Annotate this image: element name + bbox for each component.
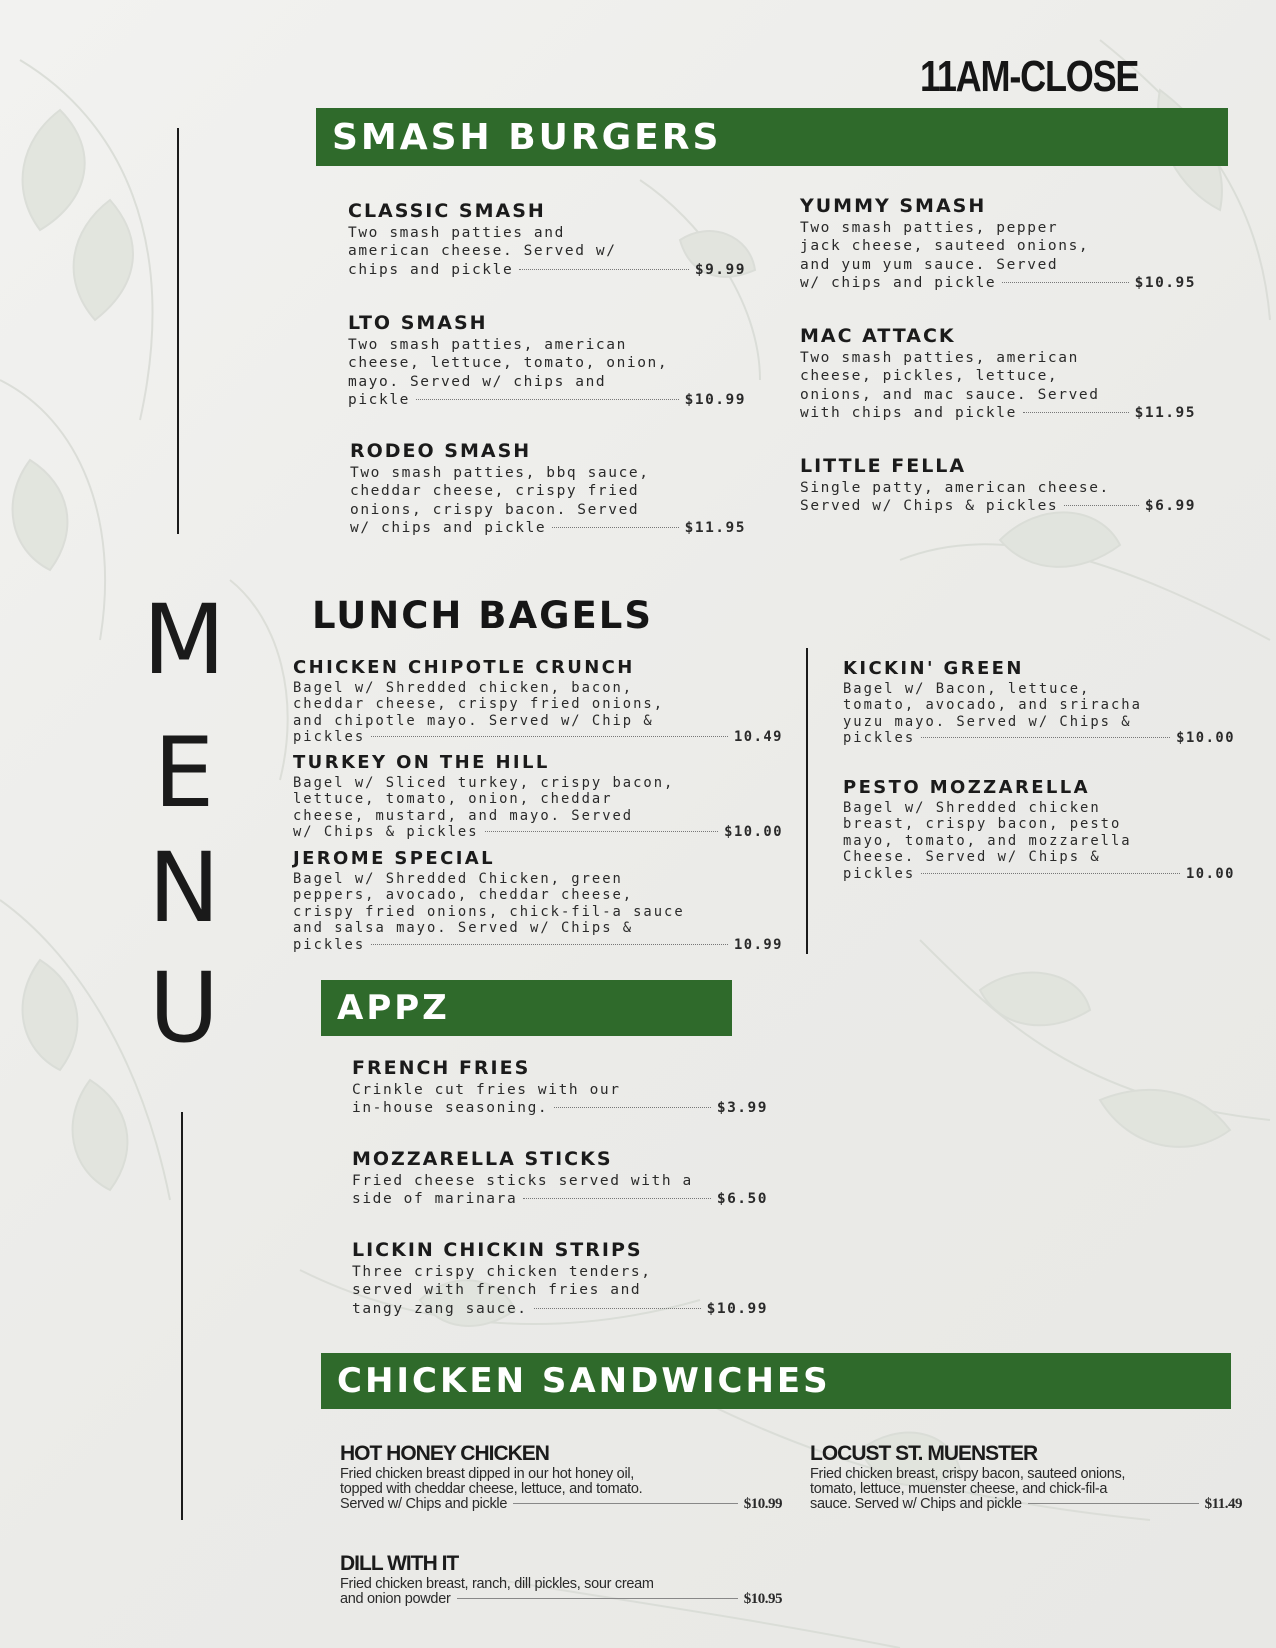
item-price-line xyxy=(348,261,746,280)
item-desc: Bagel w/ Shredded Chicken, green xyxy=(293,870,623,887)
item-price-line xyxy=(348,391,746,410)
dot-leader xyxy=(371,944,728,945)
hours-label: 11AM-CLOSE xyxy=(920,52,1139,101)
item-desc: yuzu mayo. Served w/ Chips & xyxy=(843,713,1132,730)
dot-leader xyxy=(523,1198,711,1199)
item-desc: and yum yum sauce. Served xyxy=(800,256,1059,273)
item-desc: Crinkle cut fries with our xyxy=(352,1081,621,1098)
item-price-line xyxy=(843,866,1235,883)
menu-vertical-rule-top xyxy=(177,128,179,534)
item-price: 10.99 xyxy=(733,936,783,953)
item-desc: american cheese. Served w/ xyxy=(348,243,617,260)
dot-leader xyxy=(1023,412,1129,413)
dot-leader xyxy=(552,527,678,528)
menu-item-hot-honey-chicken xyxy=(340,1441,782,1512)
item-desc: pickles xyxy=(293,729,366,745)
dot-leader xyxy=(371,736,728,737)
item-desc: Fried chicken breast, ranch, dill pickles, sour cream xyxy=(340,1576,654,1593)
item-name: LOCUST ST. MUENSTER xyxy=(810,1442,1038,1465)
item-desc: Bagel w/ Shredded chicken, bacon, xyxy=(293,679,634,696)
item-desc: and salsa mayo. Served w/ Chips & xyxy=(293,920,634,936)
item-name: DILL WITH IT xyxy=(340,1552,459,1575)
smash-burgers-title: SMASH BURGERS xyxy=(332,116,722,158)
item-desc: Two smash patties, american xyxy=(348,336,627,353)
item-price-line xyxy=(800,497,1196,516)
item-price: $3.99 xyxy=(716,1100,768,1117)
item-name: CHICKEN CHIPOTLE CRUNCH xyxy=(293,657,635,678)
item-price-line xyxy=(293,937,783,954)
item-price: $11.49 xyxy=(1204,1496,1242,1513)
item-name: HOT HONEY CHICKEN xyxy=(340,1442,549,1465)
item-price-line xyxy=(293,729,783,746)
item-desc: cheese, lettuce, tomato, onion, xyxy=(348,355,669,372)
item-price-line xyxy=(352,1099,768,1118)
item-name: LTO SMASH xyxy=(348,312,488,334)
menu-item-dill-with-it xyxy=(340,1551,782,1607)
bagels-column-divider xyxy=(806,648,808,954)
item-desc: peppers, avocado, cheddar cheese, xyxy=(293,887,634,903)
menu-item-lto-smash xyxy=(348,312,746,410)
dot-leader xyxy=(1064,505,1139,506)
item-desc: and chipotle mayo. Served w/ Chip & xyxy=(293,712,654,729)
item-name: MAC ATTACK xyxy=(800,325,956,347)
item-price-line xyxy=(800,404,1196,423)
item-price: $11.95 xyxy=(684,520,746,537)
menu-item-turkey-on-the-hill xyxy=(293,752,783,841)
menu-letter-m: M xyxy=(142,584,226,696)
item-price-line xyxy=(800,274,1196,293)
item-desc: served with french fries and xyxy=(352,1282,642,1299)
item-desc: tangy zang sauce. xyxy=(352,1300,528,1317)
item-desc: cheddar cheese, crispy fried xyxy=(350,483,640,500)
item-desc: Fried chicken breast, crispy bacon, sauteed onions, xyxy=(810,1466,1126,1483)
dot-leader xyxy=(921,737,1170,738)
item-price: $10.99 xyxy=(743,1496,782,1513)
menu-item-classic-smash xyxy=(348,200,746,279)
item-desc: Bagel w/ Sliced turkey, crispy bacon, xyxy=(293,774,675,791)
menu-item-little-fella xyxy=(800,455,1196,516)
menu-vertical-rule-bottom xyxy=(181,1112,183,1520)
item-desc: w/ chips and pickle xyxy=(350,520,547,537)
item-price: 10.00 xyxy=(1185,865,1235,882)
menu-item-yummy-smash xyxy=(800,195,1196,293)
item-desc: topped with cheddar cheese, lettuce, and tomato. xyxy=(340,1481,643,1498)
item-desc: Two smash patties, pepper xyxy=(800,219,1059,236)
item-desc: cheese, pickles, lettuce, xyxy=(800,368,1059,385)
dot-leader xyxy=(513,1503,738,1504)
item-price-line xyxy=(352,1300,768,1319)
item-name: FRENCH FRIES xyxy=(352,1057,531,1079)
item-price: $10.99 xyxy=(706,1300,768,1317)
dot-leader xyxy=(534,1308,701,1309)
item-desc: Two smash patties and xyxy=(348,224,565,241)
item-desc: side of marinara xyxy=(352,1191,518,1208)
appz-title: APPZ xyxy=(337,988,450,1028)
item-desc: Single patty, american cheese. xyxy=(800,479,1110,496)
item-desc: breast, crispy bacon, pesto xyxy=(843,816,1122,832)
item-desc: crispy fried onions, chick-fil-a sauce xyxy=(293,903,685,920)
item-name: PESTO MOZZARELLA xyxy=(843,777,1090,798)
item-desc: jack cheese, sauteed onions, xyxy=(800,238,1090,255)
item-desc: in-house seasoning. xyxy=(352,1100,549,1117)
item-name: RODEO SMASH xyxy=(350,440,532,462)
menu-item-locust-st-muenster xyxy=(810,1441,1242,1512)
item-desc: tomato, lettuce, muenster cheese, and chick-fil-a xyxy=(810,1481,1108,1498)
item-desc: Two smash patties, american xyxy=(800,349,1079,366)
dot-leader xyxy=(416,399,679,400)
item-name: CLASSIC SMASH xyxy=(348,200,546,222)
item-name: YUMMY SMASH xyxy=(800,195,987,217)
item-price: $10.00 xyxy=(1176,730,1235,746)
dot-leader xyxy=(457,1598,738,1599)
item-desc: Bagel w/ Shredded chicken xyxy=(843,799,1101,816)
menu-item-pesto-mozzarella xyxy=(843,777,1235,882)
item-price-line xyxy=(352,1190,768,1209)
dot-leader xyxy=(519,269,689,270)
menu-item-mac-attack xyxy=(800,325,1196,423)
appz-banner xyxy=(321,980,732,1036)
menu-letter-n: N xyxy=(148,832,220,944)
item-price: $10.99 xyxy=(684,392,746,409)
item-desc: Fried cheese sticks served with a xyxy=(352,1172,693,1189)
item-desc: onions, and mac sauce. Served xyxy=(800,386,1100,403)
item-desc: Served w/ Chips and pickle xyxy=(340,1496,508,1513)
menu-item-kickin-green xyxy=(843,658,1235,747)
item-price-line xyxy=(810,1497,1242,1512)
item-name: JEROME SPECIAL xyxy=(293,848,495,869)
item-desc: Cheese. Served w/ Chips & xyxy=(843,849,1101,865)
item-desc: Two smash patties, bbq sauce, xyxy=(350,464,650,481)
item-desc: tomato, avocado, and sriracha xyxy=(843,697,1142,713)
menu-item-rodeo-smash xyxy=(350,440,746,538)
item-desc: mayo, tomato, and mozzarella xyxy=(843,832,1132,849)
item-desc: pickles xyxy=(293,936,366,953)
item-name: KICKIN' GREEN xyxy=(843,658,1024,679)
item-price-line xyxy=(350,519,746,538)
item-desc: w/ Chips & pickles xyxy=(293,824,479,840)
dot-leader xyxy=(485,831,719,832)
item-price: $9.99 xyxy=(694,261,746,278)
menu-item-mozzarella-sticks xyxy=(352,1148,768,1209)
menu-item-lickin-chickin-strips xyxy=(352,1239,768,1318)
dot-leader xyxy=(554,1107,711,1108)
item-desc: Bagel w/ Bacon, lettuce, xyxy=(843,680,1091,697)
item-price: $6.50 xyxy=(716,1191,768,1208)
item-desc: pickles xyxy=(843,730,916,746)
item-name: LITTLE FELLA xyxy=(800,455,967,477)
item-name: TURKEY ON THE HILL xyxy=(293,752,550,773)
menu-letter-u: U xyxy=(148,952,220,1064)
item-desc: w/ chips and pickle xyxy=(800,275,997,292)
item-price: $11.95 xyxy=(1134,405,1196,422)
menu-letter-e: E xyxy=(153,717,215,829)
item-desc: Fried chicken breast dipped in our hot honey oil, xyxy=(340,1466,635,1483)
item-price-line xyxy=(293,824,783,841)
item-desc: mayo. Served w/ chips and xyxy=(348,373,607,390)
item-desc: Three crispy chicken tenders, xyxy=(352,1263,652,1280)
item-price: 10.49 xyxy=(733,729,783,745)
item-desc: cheddar cheese, crispy fried onions, xyxy=(293,696,665,712)
item-desc: pickles xyxy=(843,865,916,882)
menu-item-jerome-special xyxy=(293,848,783,953)
dot-leader xyxy=(921,873,1180,874)
chicken-sandwiches-banner xyxy=(321,1353,1231,1409)
dot-leader xyxy=(1002,282,1128,283)
item-desc: onions, crispy bacon. Served xyxy=(350,501,640,518)
item-price-line xyxy=(340,1592,782,1607)
menu-item-french-fries xyxy=(352,1057,768,1118)
item-desc: with chips and pickle xyxy=(800,405,1017,422)
item-desc: and onion powder xyxy=(340,1591,451,1608)
dot-leader xyxy=(1028,1503,1199,1504)
item-price: $10.00 xyxy=(724,824,783,840)
item-desc: Served w/ Chips & pickles xyxy=(800,498,1059,515)
item-price-line xyxy=(340,1497,782,1512)
item-price-line xyxy=(843,730,1235,747)
item-price: $6.99 xyxy=(1144,498,1196,515)
item-desc: chips and pickle xyxy=(348,261,514,278)
item-desc: cheese, mustard, and mayo. Served xyxy=(293,807,634,824)
item-name: MOZZARELLA STICKS xyxy=(352,1148,613,1170)
chicken-sandwiches-title: CHICKEN SANDWICHES xyxy=(337,1361,831,1401)
smash-burgers-banner xyxy=(316,108,1228,166)
item-name: LICKIN CHICKIN STRIPS xyxy=(352,1239,643,1261)
item-desc: lettuce, tomato, onion, cheddar xyxy=(293,791,613,807)
item-desc: sauce. Served w/ Chips and pickle xyxy=(810,1496,1022,1513)
menu-item-chicken-chipotle-crunch xyxy=(293,657,783,746)
item-price: $10.95 xyxy=(1134,275,1196,292)
lunch-bagels-title: LUNCH BAGELS xyxy=(312,594,653,637)
item-price: $10.95 xyxy=(743,1591,782,1608)
item-desc: pickle xyxy=(348,392,410,409)
